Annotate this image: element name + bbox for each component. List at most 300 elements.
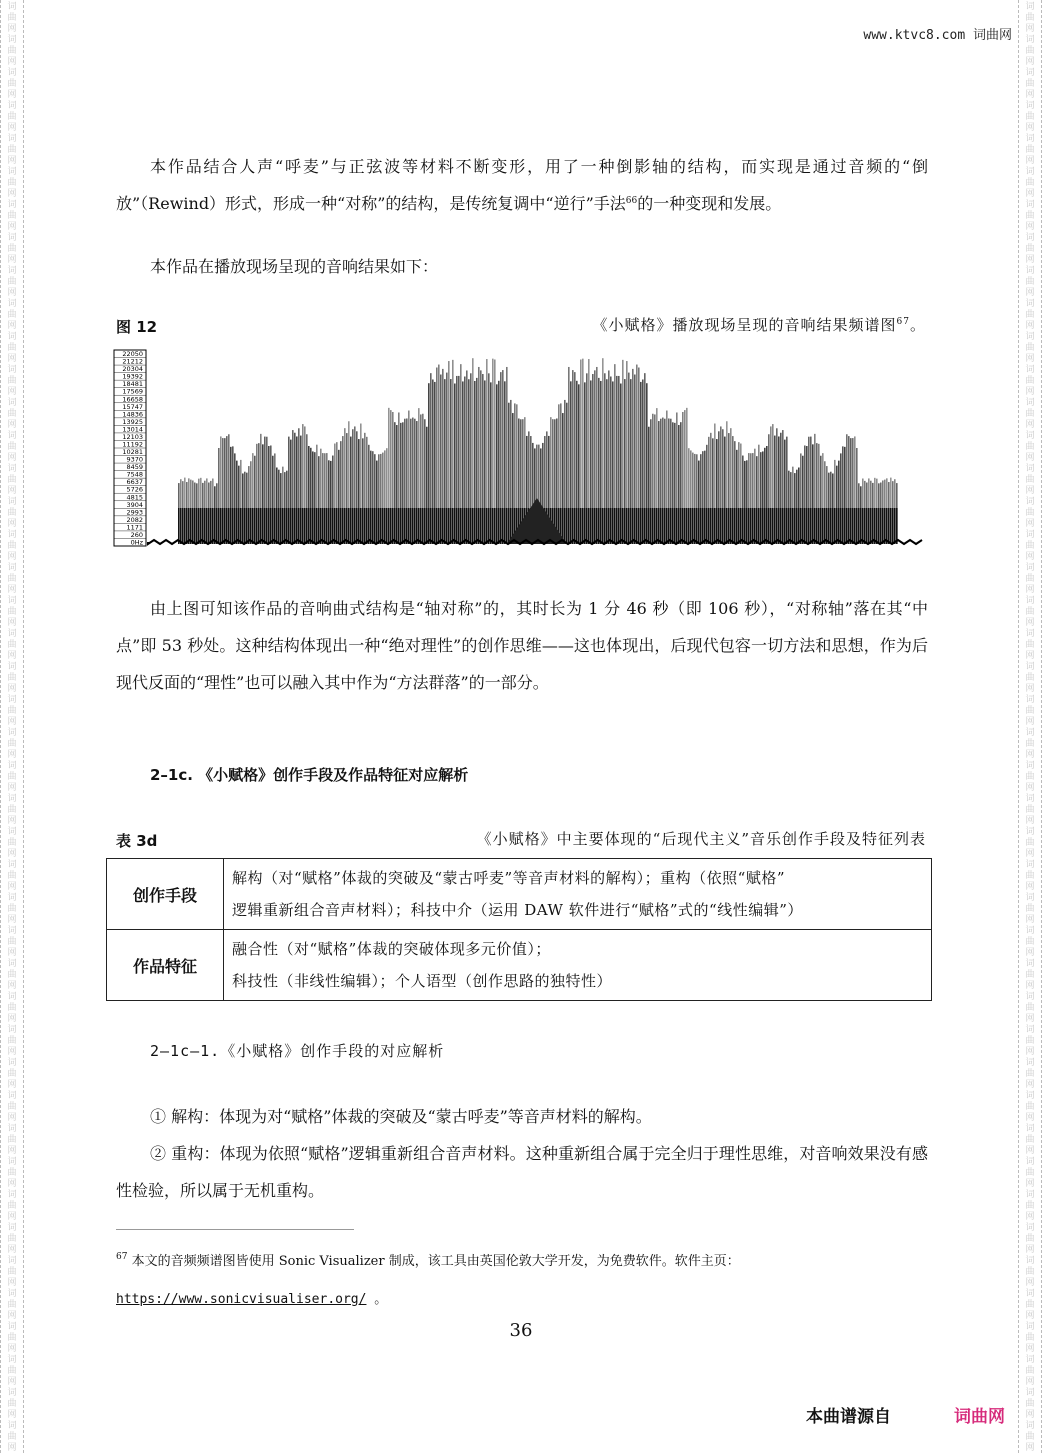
spectrogram-low-band bbox=[378, 508, 380, 544]
watermark-char: 曲 bbox=[7, 937, 17, 947]
spectrogram-low-band bbox=[586, 508, 588, 544]
spectrogram-low-band bbox=[754, 508, 756, 544]
site-header[interactable] bbox=[863, 24, 1012, 43]
spectrogram-low-band bbox=[686, 508, 688, 544]
spectrogram-low-band bbox=[350, 508, 352, 544]
spectrogram-low-band bbox=[850, 508, 852, 544]
spectrogram-low-band bbox=[268, 508, 270, 544]
watermark-char: 曲 bbox=[7, 970, 17, 980]
spectrogram-low-band bbox=[356, 508, 358, 544]
watermark-char: 曲 bbox=[7, 1399, 17, 1409]
spectrogram-low-band bbox=[748, 508, 750, 544]
spectrogram-low-band bbox=[472, 508, 474, 544]
spectrogram-low-band bbox=[474, 508, 476, 544]
watermark-char: 网 bbox=[7, 288, 17, 298]
watermark-char: 词 bbox=[7, 365, 17, 375]
watermark-char: 词 bbox=[7, 629, 17, 639]
spectrogram-low-band bbox=[832, 508, 834, 544]
watermark-char: 词 bbox=[7, 530, 17, 540]
spectrogram-low-band bbox=[636, 508, 638, 544]
figure-label: 图 12 bbox=[116, 318, 158, 336]
spectrogram-low-band bbox=[738, 508, 740, 544]
watermark-char: 曲 bbox=[7, 442, 17, 452]
spectrogram-low-band bbox=[470, 508, 472, 544]
spectrogram-low-band bbox=[702, 508, 704, 544]
spectrogram-low-band bbox=[256, 508, 258, 544]
spectrogram-low-band bbox=[232, 508, 234, 544]
watermark-char: 网 bbox=[1025, 651, 1035, 661]
software-homepage-link[interactable]: https://www.sonicvisualiser.org/ bbox=[116, 1292, 367, 1307]
spectrogram-low-band bbox=[428, 508, 430, 544]
spectrogram-low-band bbox=[480, 508, 482, 544]
spectrogram-low-band bbox=[708, 508, 710, 544]
spectrogram-low-band bbox=[812, 508, 814, 544]
spectrogram-low-band bbox=[442, 508, 444, 544]
watermark-char: 网 bbox=[7, 90, 17, 100]
spectrogram-low-band bbox=[404, 508, 406, 544]
spectrogram-low-band bbox=[690, 508, 692, 544]
footnote-ref-66[interactable]: 66 bbox=[625, 196, 638, 206]
spectrogram-low-band bbox=[344, 508, 346, 544]
watermark-char: 网 bbox=[7, 651, 17, 661]
watermark-char: 曲 bbox=[1025, 442, 1035, 452]
frequency-tick-label: 18481 bbox=[122, 380, 143, 389]
watermark-char: 曲 bbox=[7, 706, 17, 716]
watermark-char: 网 bbox=[7, 453, 17, 463]
watermark-char: 网 bbox=[7, 387, 17, 397]
watermark-char: 词 bbox=[1025, 1124, 1035, 1134]
frequency-tick-label: 6637 bbox=[126, 478, 143, 487]
watermark-char: 词 bbox=[7, 1322, 17, 1332]
watermark-char: 词 bbox=[1025, 827, 1035, 837]
spectrogram-low-band bbox=[370, 508, 372, 544]
spectrogram-low-band bbox=[284, 508, 286, 544]
watermark-char: 词 bbox=[7, 992, 17, 1002]
frequency-tick-label: 9370 bbox=[126, 455, 143, 464]
spectrogram-low-band bbox=[180, 508, 182, 544]
watermark-char: 网 bbox=[7, 1344, 17, 1354]
spectrogram-low-band bbox=[236, 508, 238, 544]
watermark-char: 网 bbox=[7, 354, 17, 364]
watermark-char: 词 bbox=[1025, 1058, 1035, 1068]
spectrogram-low-band bbox=[488, 508, 490, 544]
watermark-char: 网 bbox=[7, 486, 17, 496]
watermark-char: 网 bbox=[1025, 1278, 1035, 1288]
watermark-char: 词 bbox=[7, 596, 17, 606]
spectrogram-low-band bbox=[468, 508, 470, 544]
watermark-char: 词 bbox=[1025, 1190, 1035, 1200]
spectrogram-low-band bbox=[704, 508, 706, 544]
watermark-char: 词 bbox=[7, 2, 17, 12]
spectrogram-low-band bbox=[318, 508, 320, 544]
table-row bbox=[107, 859, 932, 930]
watermark-char: 曲 bbox=[7, 1432, 17, 1442]
watermark-char: 词 bbox=[7, 266, 17, 276]
watermark-char: 曲 bbox=[7, 244, 17, 254]
spectrogram-low-band bbox=[408, 508, 410, 544]
spectrogram-bars bbox=[178, 358, 898, 544]
spectrogram-low-band bbox=[664, 508, 666, 544]
watermark-char: 网 bbox=[1025, 1344, 1035, 1354]
paragraph-structure bbox=[116, 148, 928, 222]
spectrogram-low-band bbox=[680, 508, 682, 544]
watermark-char: 词 bbox=[1025, 167, 1035, 177]
spectrogram-low-band bbox=[878, 508, 880, 544]
spectrogram-low-band bbox=[192, 508, 194, 544]
spectrogram-low-band bbox=[602, 508, 604, 544]
spectrogram-low-band bbox=[712, 508, 714, 544]
spectrogram-low-band bbox=[390, 508, 392, 544]
watermark-char: 曲 bbox=[7, 1201, 17, 1211]
watermark-char: 网 bbox=[7, 1014, 17, 1024]
spectrogram-low-band bbox=[202, 508, 204, 544]
watermark-char: 曲 bbox=[7, 343, 17, 353]
spectrogram-low-band bbox=[450, 508, 452, 544]
watermark-char: 网 bbox=[1025, 453, 1035, 463]
watermark-char: 词 bbox=[1025, 992, 1035, 1002]
spectrogram-low-band bbox=[606, 508, 608, 544]
spectrogram-low-band bbox=[320, 508, 322, 544]
watermark-char: 词 bbox=[7, 893, 17, 903]
watermark-char: 曲 bbox=[1025, 805, 1035, 815]
footer-logo[interactable]: 词曲网 bbox=[954, 1407, 1005, 1427]
spectrogram-low-band bbox=[626, 508, 628, 544]
watermark-char: 词 bbox=[7, 926, 17, 936]
spectrogram-low-band bbox=[880, 508, 882, 544]
watermark-char: 网 bbox=[7, 1443, 17, 1453]
watermark-char: 词 bbox=[7, 68, 17, 78]
spectrogram-low-band bbox=[614, 508, 616, 544]
footnote-ref-67[interactable]: 67 bbox=[896, 317, 910, 327]
spectrogram-low-band bbox=[820, 508, 822, 544]
watermark-char: 曲 bbox=[1025, 739, 1035, 749]
watermark-char: 网 bbox=[1025, 585, 1035, 595]
table-row bbox=[107, 930, 932, 1001]
watermark-char: 词 bbox=[7, 464, 17, 474]
spectrogram-low-band bbox=[778, 508, 780, 544]
spectrogram-low-band bbox=[496, 508, 498, 544]
watermark-char: 曲 bbox=[1025, 13, 1035, 23]
watermark-char: 曲 bbox=[7, 1267, 17, 1277]
spectrogram-low-band bbox=[596, 508, 598, 544]
spectrogram-low-band bbox=[666, 508, 668, 544]
spectrogram-low-band bbox=[426, 508, 428, 544]
site-url[interactable]: www.ktvc8.com bbox=[863, 28, 966, 43]
watermark-char: 词 bbox=[1025, 233, 1035, 243]
watermark-char: 曲 bbox=[7, 79, 17, 89]
watermark-char: 网 bbox=[1025, 1080, 1035, 1090]
spectrogram-low-band bbox=[592, 508, 594, 544]
spectrogram-low-band bbox=[620, 508, 622, 544]
frequency-tick-label: 10281 bbox=[122, 448, 143, 457]
watermark-char: 网 bbox=[7, 519, 17, 529]
spectrogram-low-band bbox=[444, 508, 446, 544]
watermark-char: 曲 bbox=[7, 574, 17, 584]
watermark-char: 曲 bbox=[7, 1135, 17, 1145]
spectrogram-low-band bbox=[870, 508, 872, 544]
spectrogram-low-band bbox=[868, 508, 870, 544]
watermark-char: 词 bbox=[1025, 1091, 1035, 1101]
spectrogram-low-band bbox=[178, 508, 180, 544]
spectrogram-low-band bbox=[270, 508, 272, 544]
watermark-char: 曲 bbox=[7, 1366, 17, 1376]
spectrogram-low-band bbox=[846, 508, 848, 544]
watermark-char: 曲 bbox=[7, 277, 17, 287]
spectrogram-low-band bbox=[884, 508, 886, 544]
watermark-char: 词 bbox=[1025, 926, 1035, 936]
table-row-header: 作品特征 bbox=[107, 930, 224, 1001]
spectrogram-low-band bbox=[824, 508, 826, 544]
watermark-char: 词 bbox=[1025, 860, 1035, 870]
spectrogram-low-band bbox=[218, 508, 220, 544]
watermark-char: 网 bbox=[1025, 1443, 1035, 1453]
spectrogram-low-band bbox=[362, 508, 364, 544]
spectrogram-low-band bbox=[394, 508, 396, 544]
watermark-char: 曲 bbox=[7, 13, 17, 23]
spectrogram-low-band bbox=[700, 508, 702, 544]
watermark-char: 网 bbox=[1025, 354, 1035, 364]
watermark-char: 曲 bbox=[1025, 1135, 1035, 1145]
spectrogram-low-band bbox=[432, 508, 434, 544]
spectrogram-low-band bbox=[484, 508, 486, 544]
spectrogram-low-band bbox=[804, 508, 806, 544]
spectrogram-low-band bbox=[452, 508, 454, 544]
spectrogram-low-band bbox=[836, 508, 838, 544]
spectrogram-low-band bbox=[384, 508, 386, 544]
spectrogram-low-band bbox=[340, 508, 342, 544]
watermark-char: 网 bbox=[1025, 1179, 1035, 1189]
watermark-char: 网 bbox=[7, 750, 17, 760]
watermark-char: 词 bbox=[7, 1256, 17, 1266]
spectrogram-low-band bbox=[788, 508, 790, 544]
spectrogram-low-band bbox=[768, 508, 770, 544]
spectrogram-low-band bbox=[376, 508, 378, 544]
spectrogram-low-band bbox=[336, 508, 338, 544]
watermark-char: 词 bbox=[7, 1289, 17, 1299]
watermark-char: 词 bbox=[1025, 695, 1035, 705]
spectrogram-low-band bbox=[508, 508, 510, 544]
spectrogram-low-band bbox=[722, 508, 724, 544]
watermark-char: 网 bbox=[1025, 1113, 1035, 1123]
watermark-char: 网 bbox=[1025, 816, 1035, 826]
watermark-char: 曲 bbox=[1025, 838, 1035, 848]
spectrogram-low-band bbox=[806, 508, 808, 544]
watermark-char: 词 bbox=[1025, 629, 1035, 639]
watermark-char: 曲 bbox=[1025, 145, 1035, 155]
spectrogram-low-band bbox=[652, 508, 654, 544]
watermark-char: 词 bbox=[7, 233, 17, 243]
watermark-char: 词 bbox=[7, 1388, 17, 1398]
spectrogram-low-band bbox=[446, 508, 448, 544]
watermark-char: 曲 bbox=[1025, 1069, 1035, 1079]
spectrogram-low-band bbox=[388, 508, 390, 544]
spectrogram-low-band bbox=[648, 508, 650, 544]
spectrogram-low-band bbox=[374, 508, 376, 544]
watermark-char: 曲 bbox=[1025, 607, 1035, 617]
spectrogram-low-band bbox=[292, 508, 294, 544]
watermark-char: 网 bbox=[7, 1245, 17, 1255]
frequency-tick-label: 260 bbox=[130, 530, 143, 539]
spectrogram-low-band bbox=[316, 508, 318, 544]
watermark-char: 网 bbox=[7, 123, 17, 133]
spectrogram-low-band bbox=[238, 508, 240, 544]
watermark-char: 词 bbox=[1025, 365, 1035, 375]
spectrogram-low-band bbox=[402, 508, 404, 544]
spectrogram-low-band bbox=[716, 508, 718, 544]
watermark-char: 曲 bbox=[7, 739, 17, 749]
spectrogram-low-band bbox=[640, 508, 642, 544]
watermark-char: 词 bbox=[7, 1190, 17, 1200]
spectrogram-low-band bbox=[642, 508, 644, 544]
spectrogram-low-band bbox=[598, 508, 600, 544]
watermark-char: 曲 bbox=[1025, 112, 1035, 122]
watermark-char: 词 bbox=[1025, 101, 1035, 111]
spectrogram-low-band bbox=[194, 508, 196, 544]
spectrogram-low-band bbox=[410, 508, 412, 544]
spectrogram-low-band bbox=[500, 508, 502, 544]
spectrogram-low-band bbox=[438, 508, 440, 544]
watermark-char: 词 bbox=[1025, 893, 1035, 903]
spectrogram-low-band bbox=[312, 508, 314, 544]
watermark-char: 词 bbox=[7, 695, 17, 705]
spectrogram-low-band bbox=[682, 508, 684, 544]
watermark-char: 网 bbox=[7, 1146, 17, 1156]
spectrogram-low-band bbox=[710, 508, 712, 544]
spectrogram-low-band bbox=[582, 508, 584, 544]
spectrogram-low-band bbox=[568, 508, 570, 544]
spectrogram-low-band bbox=[578, 508, 580, 544]
spectrogram-low-band bbox=[882, 508, 884, 544]
spectrogram-low-band bbox=[872, 508, 874, 544]
spectrogram-low-band bbox=[504, 508, 506, 544]
spectrogram-low-band bbox=[216, 508, 218, 544]
spectrogram-low-band bbox=[274, 508, 276, 544]
watermark-char: 网 bbox=[7, 1179, 17, 1189]
frequency-tick-label: 22050 bbox=[122, 350, 143, 359]
spectrogram-low-band bbox=[258, 508, 260, 544]
watermark-char: 网 bbox=[7, 156, 17, 166]
watermark-char: 曲 bbox=[1025, 904, 1035, 914]
spectrogram-low-band bbox=[588, 508, 590, 544]
spectrogram-low-band bbox=[688, 508, 690, 544]
spectrogram-low-band bbox=[296, 508, 298, 544]
spectrogram-low-band bbox=[834, 508, 836, 544]
spectrogram-low-band bbox=[486, 508, 488, 544]
watermark-char: 曲 bbox=[7, 541, 17, 551]
watermark-char: 词 bbox=[1025, 1223, 1035, 1233]
spectrogram-low-band bbox=[624, 508, 626, 544]
watermark-char: 曲 bbox=[1025, 244, 1035, 254]
watermark-char: 曲 bbox=[7, 904, 17, 914]
watermark-char: 曲 bbox=[7, 376, 17, 386]
watermark-char: 网 bbox=[1025, 486, 1035, 496]
watermark-char: 曲 bbox=[1025, 1168, 1035, 1178]
spectrogram-low-band bbox=[584, 508, 586, 544]
spectrogram-low-band bbox=[848, 508, 850, 544]
watermark-char: 网 bbox=[7, 1080, 17, 1090]
spectrogram-low-band bbox=[752, 508, 754, 544]
paragraph-text: 本作品结合人声“呼麦”与正弦波等材料不断变形，用了一种倒影轴的结构，而实现是通过音频的“倒放”（Rewind）形式，形成一种“对称”的结构，是传统复调中“逆行”手法 bbox=[116, 157, 928, 213]
watermark-char: 网 bbox=[1025, 90, 1035, 100]
spectrogram-low-band bbox=[412, 508, 414, 544]
spectrogram-low-band bbox=[242, 508, 244, 544]
spectrogram-low-band bbox=[214, 508, 216, 544]
watermark-char: 曲 bbox=[7, 607, 17, 617]
spectrogram-low-band bbox=[300, 508, 302, 544]
spectrogram-low-band bbox=[198, 508, 200, 544]
spectrogram-low-band bbox=[186, 508, 188, 544]
watermark-char: 词 bbox=[7, 431, 17, 441]
spectrogram-low-band bbox=[294, 508, 296, 544]
watermark-char: 网 bbox=[1025, 1047, 1035, 1057]
analysis-item-reconstruction: ② 重构：体现为依照“赋格”逻辑重新组合音声材料。这种重新组合属于完全归于理性思维，对音响效果没有感性检验，所以属于无机重构。 bbox=[116, 1144, 928, 1200]
spectrogram-low-band bbox=[816, 508, 818, 544]
spectrogram-low-band bbox=[622, 508, 624, 544]
spectrogram-low-band bbox=[736, 508, 738, 544]
frequency-tick-label: 16658 bbox=[122, 395, 143, 404]
watermark-char: 词 bbox=[7, 860, 17, 870]
watermark-char: 曲 bbox=[1025, 475, 1035, 485]
frequency-tick-label: 8459 bbox=[126, 463, 143, 472]
watermark-char: 网 bbox=[1025, 981, 1035, 991]
spectrogram-low-band bbox=[600, 508, 602, 544]
watermark-char: 词 bbox=[1025, 761, 1035, 771]
watermark-char: 曲 bbox=[7, 1300, 17, 1310]
spectrogram-low-band bbox=[662, 508, 664, 544]
watermark-char: 曲 bbox=[1025, 46, 1035, 56]
watermark-char: 网 bbox=[1025, 1410, 1035, 1420]
spectrogram-low-band bbox=[314, 508, 316, 544]
watermark-char: 网 bbox=[7, 585, 17, 595]
spectrogram-low-band bbox=[334, 508, 336, 544]
watermark-char: 词 bbox=[7, 200, 17, 210]
spectrogram-low-band bbox=[826, 508, 828, 544]
watermark-char: 曲 bbox=[1025, 1399, 1035, 1409]
watermark-char: 曲 bbox=[1025, 1432, 1035, 1442]
spectrogram-low-band bbox=[466, 508, 468, 544]
spectrogram-low-band bbox=[828, 508, 830, 544]
watermark-char: 网 bbox=[7, 1410, 17, 1420]
frequency-tick-label: 13014 bbox=[122, 425, 143, 434]
watermark-char: 网 bbox=[7, 717, 17, 727]
spectrogram-low-band bbox=[310, 508, 312, 544]
spectrogram-low-band bbox=[506, 508, 508, 544]
spectrogram-low-band bbox=[328, 508, 330, 544]
spectrogram-low-band bbox=[188, 508, 190, 544]
watermark-char: 词 bbox=[7, 332, 17, 342]
paragraph-intro-figure: 本作品在播放现场呈现的音响结果如下： bbox=[150, 257, 439, 276]
footnote bbox=[116, 1252, 740, 1272]
spectrogram-low-band bbox=[396, 508, 398, 544]
spectrogram-low-band bbox=[490, 508, 492, 544]
spectrogram-low-band bbox=[876, 508, 878, 544]
spectrogram-low-band bbox=[890, 508, 892, 544]
spectrogram-low-band bbox=[206, 508, 208, 544]
watermark-char: 词 bbox=[1025, 662, 1035, 672]
spectrogram-low-band bbox=[380, 508, 382, 544]
spectrogram-low-band bbox=[420, 508, 422, 544]
spectrogram-low-band bbox=[204, 508, 206, 544]
spectrogram-low-band bbox=[838, 508, 840, 544]
spectrogram-low-band bbox=[304, 508, 306, 544]
watermark-char: 网 bbox=[7, 321, 17, 331]
watermark-char: 曲 bbox=[1025, 772, 1035, 782]
watermark-char: 曲 bbox=[1025, 1267, 1035, 1277]
frequency-tick-label: 7548 bbox=[126, 470, 143, 479]
spectrogram-low-band bbox=[460, 508, 462, 544]
watermark-char: 词 bbox=[1025, 1157, 1035, 1167]
spectrogram-low-band bbox=[346, 508, 348, 544]
